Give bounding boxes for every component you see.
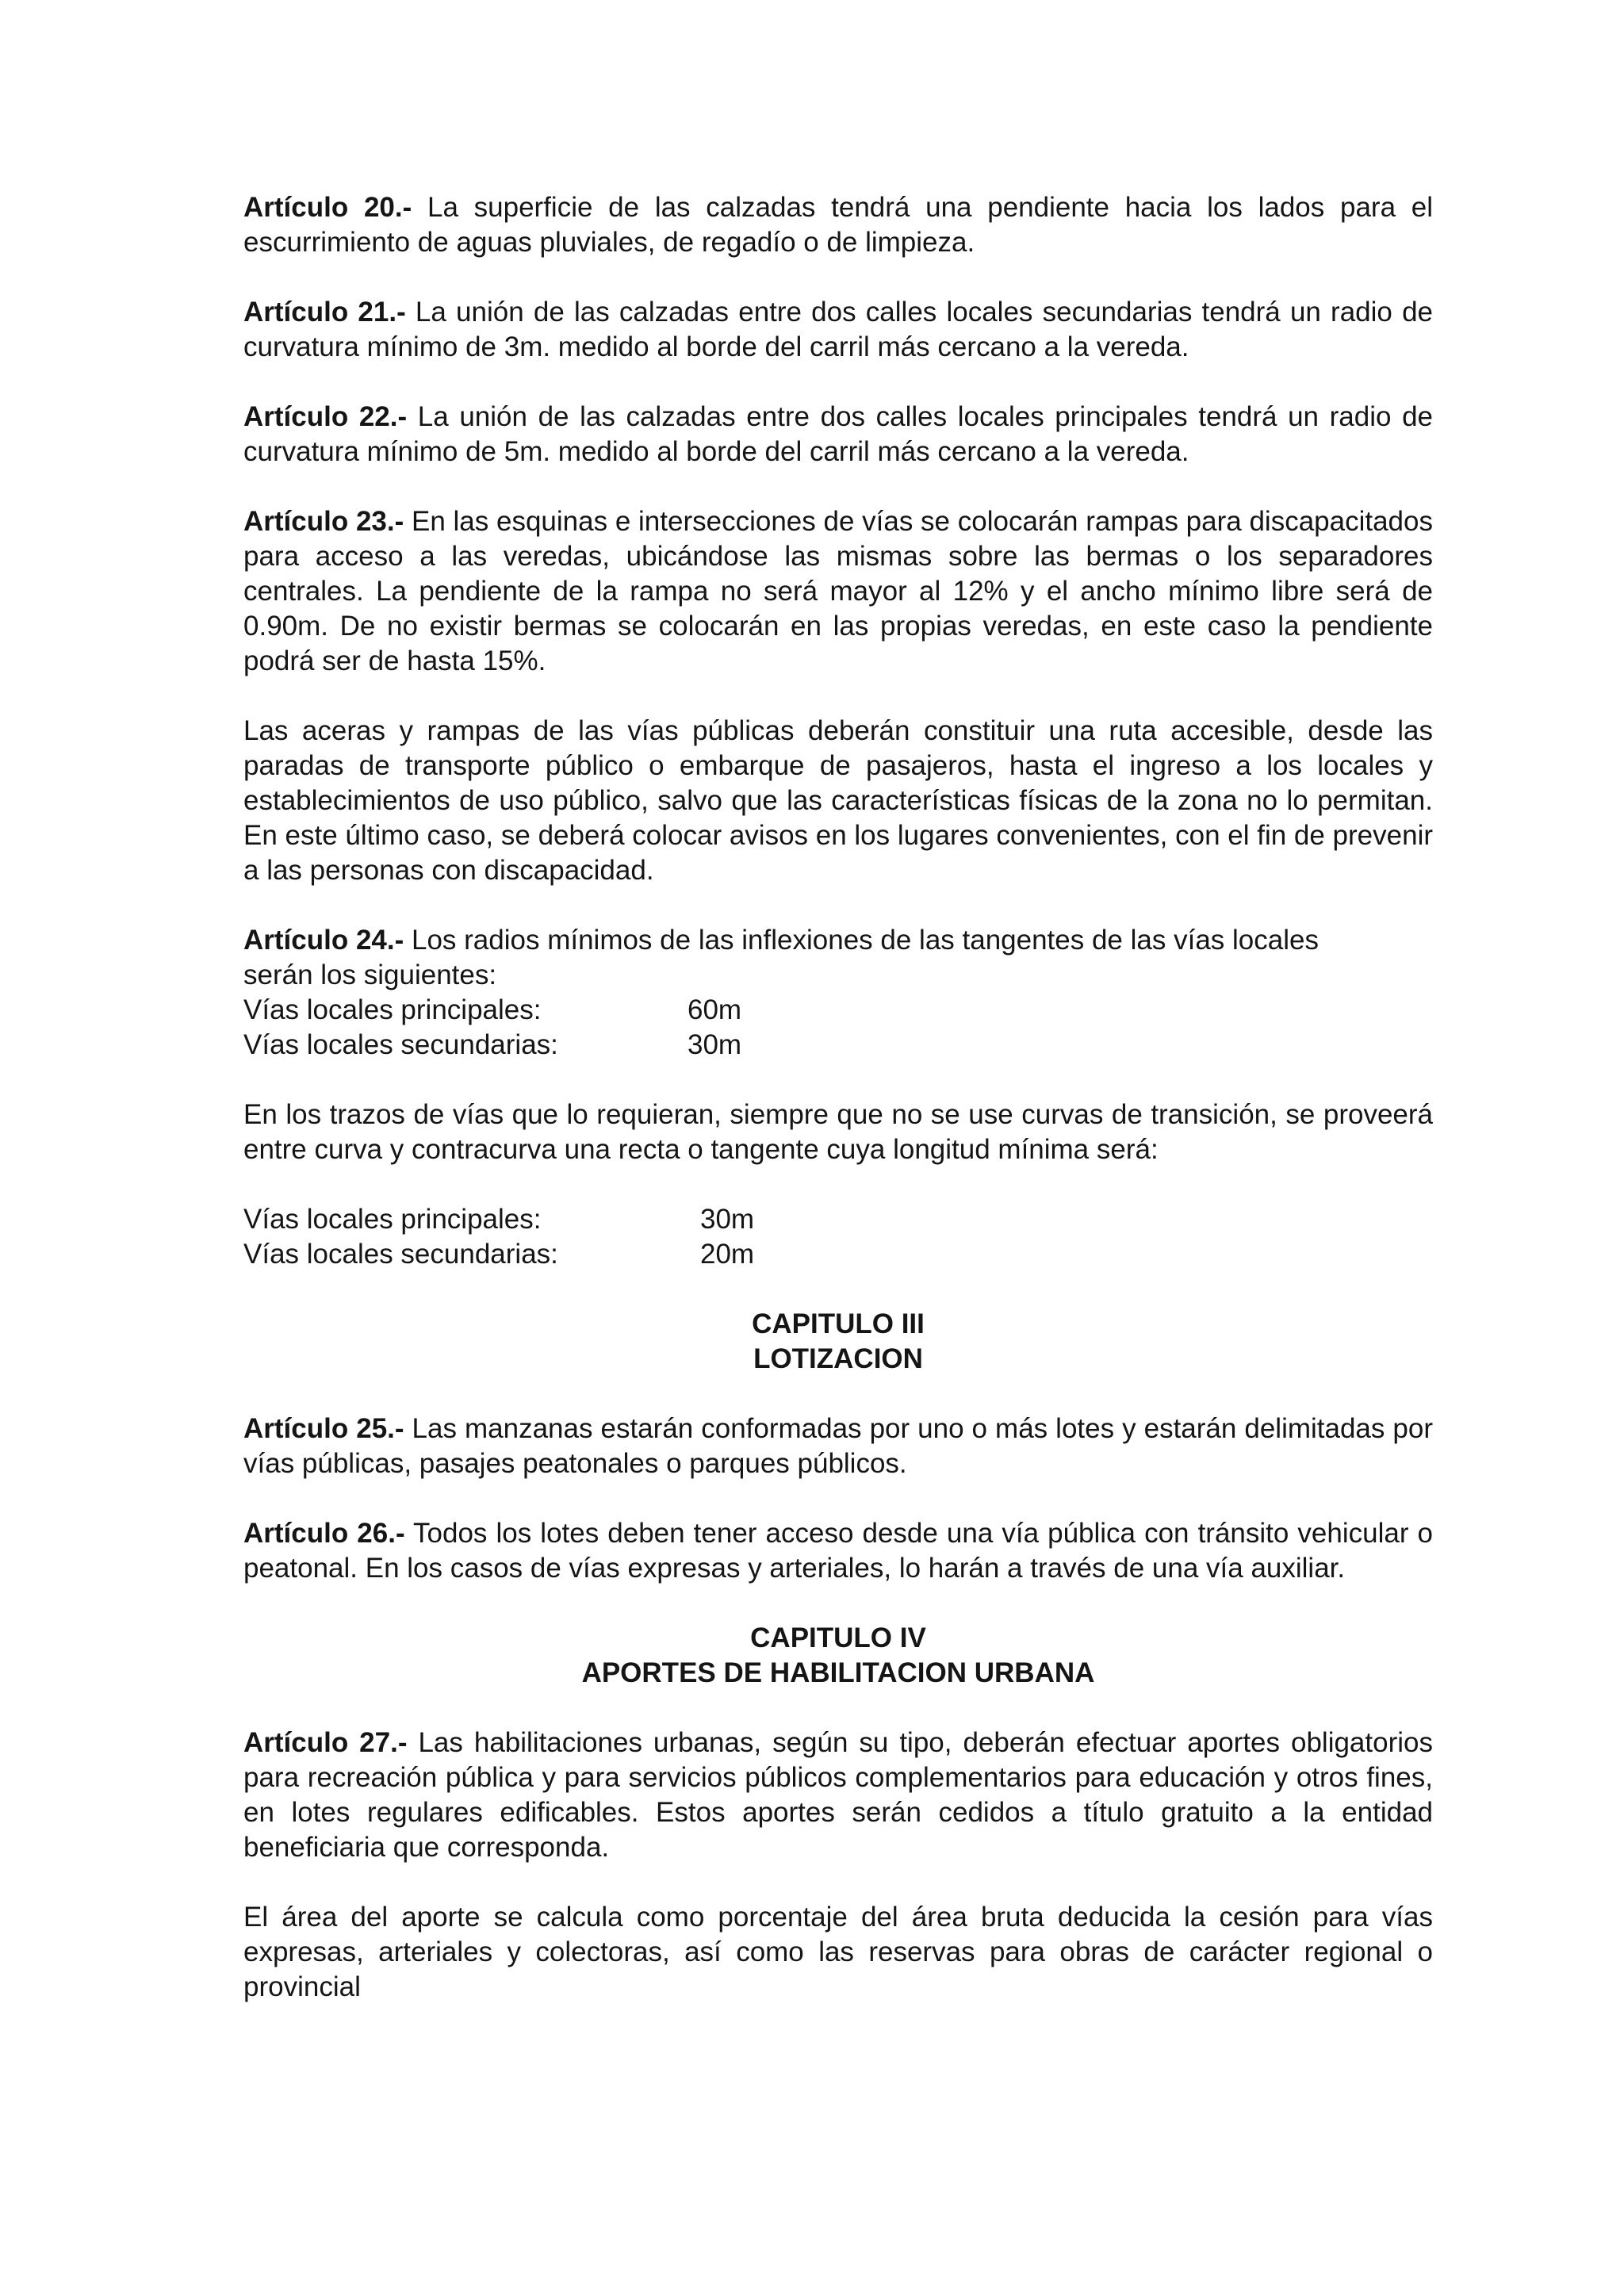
article-21-text: La unión de las calzadas entre dos calles locales secundarias tendrá un radio de curvatura mínimo de 3m. medido al borde del carril más cercano a la vereda.: [243, 297, 1433, 362]
article-27-paragraph-2: El área del aporte se calcula como porcentaje del área bruta deducida la cesión para vías expresas, arteriales y colectoras, así como las reservas para obras de carácter regional o provincial: [243, 1902, 1433, 2002]
radius-row-value: 60m: [688, 994, 742, 1025]
tangent-row-secundarias: [243, 1237, 1433, 1272]
radius-row-value: 30m: [688, 1029, 742, 1060]
article-22: [243, 400, 1433, 469]
radius-row-label: Vías locales secundarias:: [243, 1029, 558, 1060]
chapter-3-number: CAPITULO III: [752, 1308, 925, 1339]
document-body: [243, 190, 1433, 2005]
radius-list: [243, 993, 1433, 1063]
article-24-line-1: [243, 923, 1433, 958]
article-23-label: Artículo 23.-: [243, 506, 404, 537]
chapter-3-heading: [243, 1307, 1433, 1377]
article-24-label: Artículo 24.-: [243, 925, 404, 956]
article-24-line-2: serán los siguientes:: [243, 960, 497, 990]
article-23-paragraph-2: Las aceras y rampas de las vías públicas deberán constituir una ruta accesible, desde las paradas de transporte público o embarque de pasajeros, hasta el ingreso a los locales y establecimientos de uso público, salvo que las características físicas de la zona no lo permitan. En este último caso, se deberá colocar avisos en los lugares convenientes, con el fin de prevenir a las personas con discapacidad.: [243, 715, 1434, 886]
article-24: [243, 923, 1433, 1063]
article-27: [243, 1726, 1433, 1865]
article-26: [243, 1516, 1433, 1586]
article-22-label: Artículo 22.-: [243, 401, 408, 432]
article-23: [243, 504, 1433, 679]
radius-row-secundarias: [243, 1028, 1433, 1063]
tangent-row-label: Vías locales principales:: [243, 1204, 542, 1235]
article-27-text: Las habilitaciones urbanas, según su tipo, deberán efectuar aportes obligatorios para recreación pública y para servicios públicos complementarios para educación y otros fines, en lotes regulares edificables. Estos aportes serán cedidos a título gratuito a la entidad beneficiaria que corresponda.: [243, 1727, 1433, 1863]
article-26-label: Artículo 26.-: [243, 1518, 405, 1549]
chapter-4-heading: [243, 1621, 1433, 1691]
article-27-label: Artículo 27.-: [243, 1727, 408, 1758]
radius-row-principales: [243, 993, 1433, 1028]
article-26-text: Todos los lotes deben tener acceso desde una vía pública con tránsito vehicular o peatonal. En los casos de vías expresas y arteriales, lo harán a través de una vía auxiliar.: [243, 1518, 1434, 1584]
chapter-3-title: LOTIZACION: [753, 1343, 923, 1374]
article-23-text: En las esquinas e intersecciones de vías se colocarán rampas para discapacitados para acceso a las veredas, ubicándose las mismas sobre las bermas o los separadores centrales. La pendiente de la rampa no será mayor al 12% y el ancho mínimo libre será de 0.90m. De no existir bermas se colocarán en las propias veredas, en este caso la pendiente podrá ser de hasta 15%.: [243, 506, 1433, 676]
chapter-4-title: APORTES DE HABILITACION URBANA: [581, 1657, 1095, 1688]
tangent-row-label: Vías locales secundarias:: [243, 1239, 558, 1270]
article-25: [243, 1412, 1433, 1481]
article-25-label: Artículo 25.-: [243, 1413, 404, 1444]
tangent-row-value: 20m: [700, 1239, 755, 1270]
article-21-label: Artículo 21.-: [243, 297, 406, 328]
article-20: [243, 190, 1433, 260]
tangent-row-value: 30m: [700, 1204, 755, 1235]
tangent-list: [243, 1202, 1433, 1272]
radius-row-label: Vías locales principales:: [243, 994, 542, 1025]
article-25-text: Las manzanas estarán conformadas por uno o más lotes y estarán delimitadas por vías públicas, pasajes peatonales o parques públicos.: [243, 1413, 1433, 1479]
article-24-paragraph-2: En los trazos de vías que lo requieran, siempre que no se use curvas de transición, se proveerá entre curva y contracurva una recta o tangente cuya longitud mínima será:: [243, 1099, 1433, 1165]
article-22-text: La unión de las calzadas entre dos calles locales principales tendrá un radio de curvatura mínimo de 5m. medido al borde del carril más cercano a la vereda.: [243, 401, 1434, 467]
article-24-text: Los radios mínimos de las inflexiones de las tangentes de las vías locales: [404, 925, 1319, 956]
article-21: [243, 295, 1433, 365]
article-20-text: La superficie de las calzadas tendrá una pendiente hacia los lados para el escurrimiento de aguas pluviales, de regadío o de limpieza.: [243, 192, 1433, 258]
tangent-row-principales: [243, 1202, 1433, 1237]
chapter-4-number: CAPITULO IV: [750, 1622, 926, 1653]
article-20-label: Artículo 20.-: [243, 192, 412, 223]
